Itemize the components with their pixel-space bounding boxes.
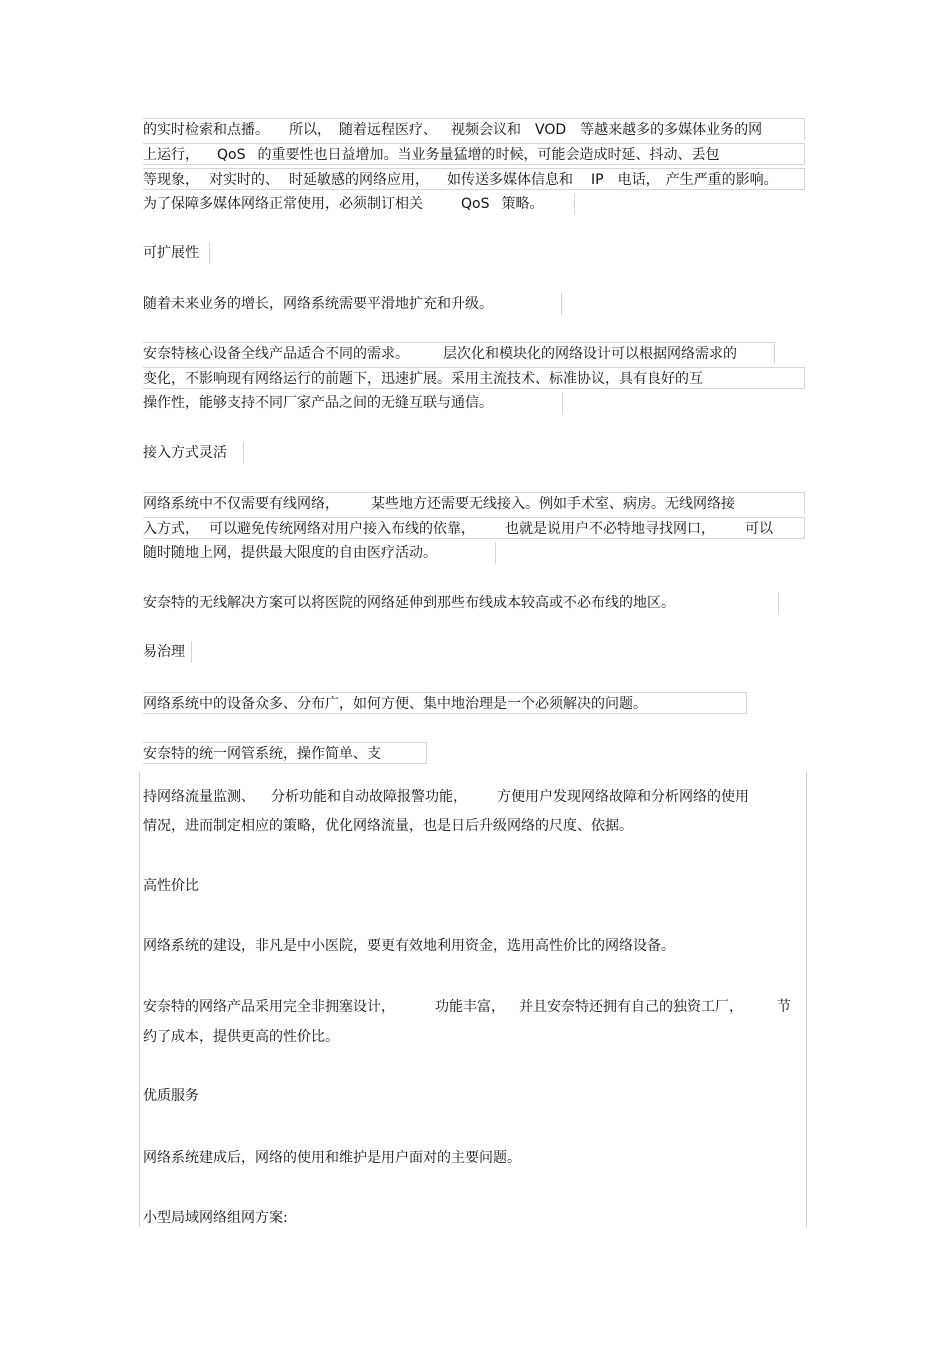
text-run: 的重要性也日益增加。当业务量猛增的时候，可能会造成时延、抖动、丢包: [257, 147, 720, 163]
text-run: 如传送多媒体信息和: [447, 172, 573, 188]
section-heading-service: 优质服务: [143, 1088, 199, 1104]
text-run: IP: [591, 172, 604, 188]
paragraph-line: [143, 193, 575, 215]
text-run: 为了保障多媒体网络正常使用，必须制订相关: [143, 196, 423, 212]
text-run: QoS: [217, 147, 246, 163]
section-heading-access: 接入方式灵活: [143, 442, 244, 464]
text-run: 随着远程医疗、: [339, 122, 437, 138]
text-run: 视频会议和: [451, 122, 521, 138]
text-run: 等越来越多的多媒体业务的网: [580, 122, 763, 138]
text-run: 节: [777, 999, 791, 1015]
text-run: 时延敏感的网络应用，: [289, 172, 429, 188]
paragraph-line: [143, 118, 805, 140]
paragraph-line: 网络系统中的设备众多、分布广，如何方便、集中地治理是一个必须解决的问题。: [143, 692, 747, 714]
paragraph-line: 网络系统建成后，网络的使用和维护是用户面对的主要问题。: [143, 1150, 521, 1166]
text-run: 入方式，: [143, 521, 199, 537]
paragraph-line: 安奈特的无线解决方案可以将医院的网络延伸到那些布线成本较高或不必布线的地区。: [143, 592, 779, 614]
text-run: 也就是说用户不必特地寻找网口，: [505, 521, 715, 537]
paragraph-line: 小型局域网络组网方案:: [143, 1210, 288, 1226]
text-run: VOD: [535, 122, 567, 138]
section-heading-scalability: 可扩展性: [143, 242, 210, 264]
text-run: 功能丰富，: [435, 999, 505, 1015]
text-run: QoS: [461, 196, 490, 212]
text-run: 等现象，: [143, 172, 199, 188]
paragraph-line: 操作性，能够支持不同厂家产品之间的无缝互联与通信。: [143, 392, 563, 414]
section-heading-management: 易治理: [143, 641, 192, 663]
section-heading-value: 高性价比: [143, 878, 199, 894]
paragraph-line: 网络系统的建设，非凡是中小医院，要更有效地利用资金，选用高性价比的网络设备。: [143, 938, 675, 954]
text-run: 上运行，: [143, 147, 199, 163]
text-run: 所以，: [289, 122, 331, 138]
text-run: 某些地方还需要无线接入。例如手术室、病房。无线网络接: [371, 496, 735, 512]
paragraph-line: 情况，进而制定相应的策略，优化网络流量，也是日后升级网络的尺度、依据。: [143, 818, 633, 834]
text-run: 对实时的、: [209, 172, 279, 188]
paragraph-line: [143, 996, 807, 1018]
paragraph-line: [143, 143, 805, 165]
paragraph-line: [143, 342, 775, 364]
paragraph-line: [143, 517, 805, 539]
text-run: 层次化和模块化的网络设计可以根据网络需求的: [443, 346, 737, 362]
paragraph-line: [143, 168, 805, 190]
text-run: 安奈特的网络产品采用完全非拥塞设计，: [143, 999, 395, 1015]
paragraph-line: 约了成本，提供更高的性价比。: [143, 1029, 339, 1045]
text-run: 的实时检索和点播。: [143, 122, 269, 138]
text-run: 产生严重的影响。: [665, 172, 778, 188]
text-run: 持网络流量监测、: [143, 789, 255, 805]
text-run: 可以避免传统网络对用户接入布线的依靠，: [209, 521, 475, 537]
paragraph-line: 变化，不影响现有网络运行的前题下，迅速扩展。采用主流技术、标准协议，具有良好的互: [143, 367, 805, 389]
text-run: 网络系统中不仅需要有线网络，: [143, 496, 339, 512]
text-run: 可以: [745, 521, 773, 537]
paragraph-line: 随时随地上网，提供最大限度的自由医疗活动。: [143, 542, 496, 564]
text-run: 电话，: [617, 172, 660, 188]
paragraph-line: 随着未来业务的增长，网络系统需要平滑地扩充和升级。: [143, 293, 562, 315]
paragraph-line: [143, 786, 749, 808]
text-run: 策略。: [501, 196, 544, 212]
text-run: 并且安奈特还拥有自己的独资工厂，: [519, 999, 743, 1015]
paragraph-line: 安奈特的统一网管系统，操作简单、支: [143, 742, 427, 764]
text-run: 方便用户发现网络故障和分析网络的使用: [497, 789, 749, 805]
text-run: 安奈特核心设备全线产品适合不同的需求。: [143, 346, 409, 362]
text-run: 分析功能和自动故障报警功能，: [271, 789, 467, 805]
paragraph-line: [143, 492, 805, 514]
